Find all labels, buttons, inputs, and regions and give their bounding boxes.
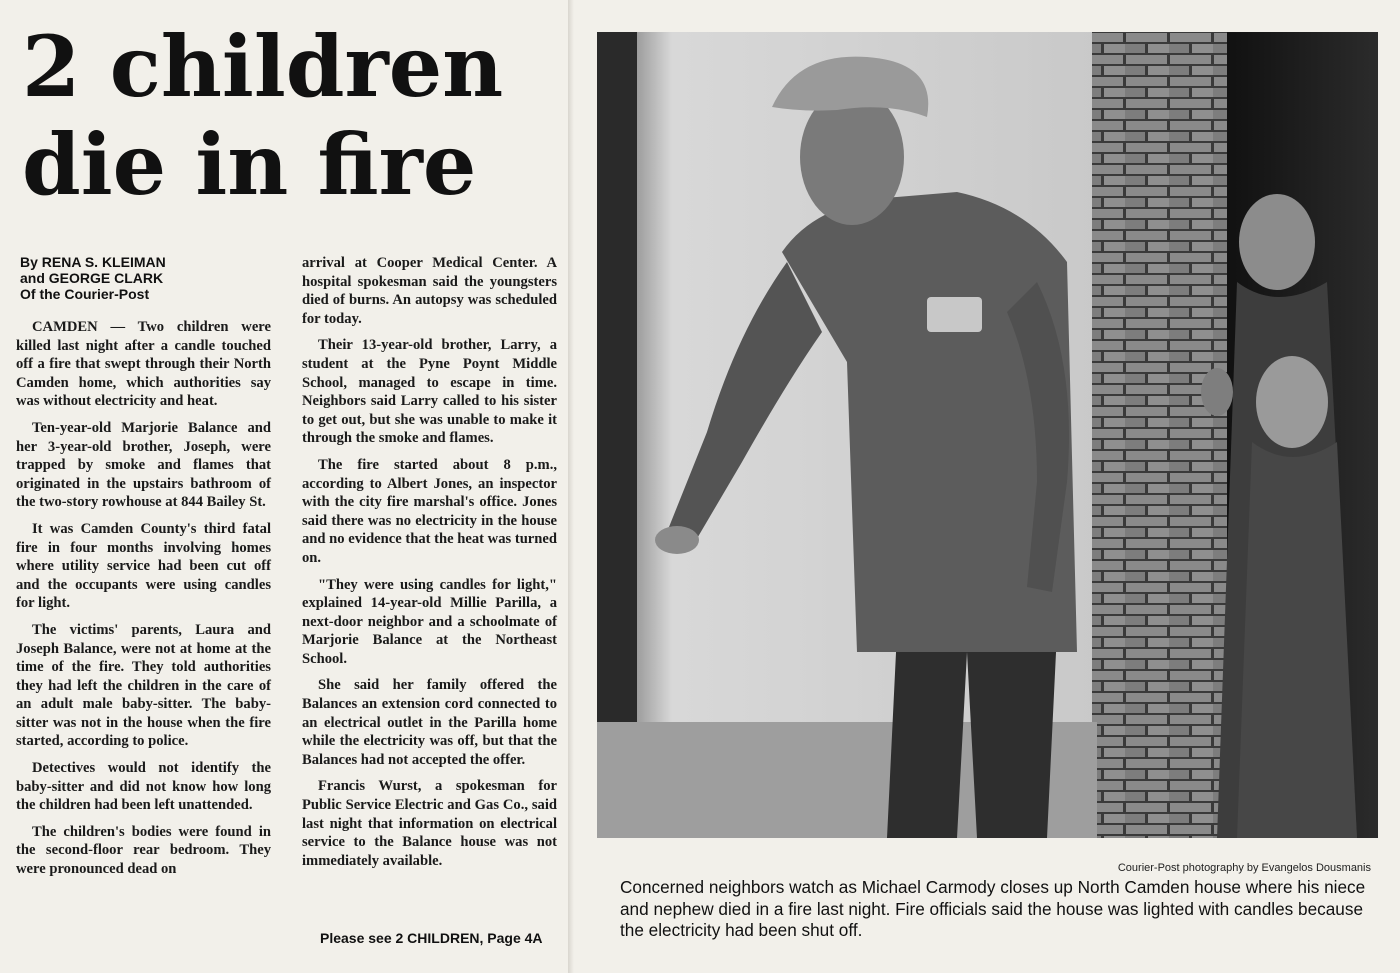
- article-column-2: [302, 254, 557, 878]
- paragraph: The fire started about 8 p.m., according to Albert Jones, an inspector with the city fire marshal's office. Jones said there was no electricity in the house and no evidence that the heat was turned on.: [302, 456, 557, 566]
- headline: [22, 18, 562, 214]
- paragraph: Ten-year-old Marjorie Balance and her 3-year-old brother, Joseph, were trapped by smoke and flames that originated in the upstairs bathroom of the two-story rowhouse at 844 Bailey St.: [16, 419, 271, 511]
- paragraph: The victims' parents, Laura and Joseph Balance, were not at home at the time of the fire. They told authorities they had left the children in the care of an adult male baby-sitter. The baby-sitter was not in the house when the fire started, according to police.: [16, 621, 271, 750]
- paragraph: It was Camden County's third fatal fire in four months involving homes where utility service had been cut off and the occupants were using candles for light.: [16, 520, 271, 612]
- paragraph: Detectives would not identify the baby-sitter and did not know how long the children had been left unattended.: [16, 760, 271, 814]
- paragraph: CAMDEN — Two children were killed last night after a candle touched off a fire that swept through their North Camden home, which authorities say was without electricity and heat.: [16, 319, 271, 410]
- photo-illustration: [597, 32, 1378, 838]
- paragraph: Their 13-year-old brother, Larry, a student at the Pyne Poynt Middle School, managed to escape in time. Neighbors said Larry called to his sister to get out, but she was unable to make it through the smoke and flames.: [302, 337, 557, 447]
- byline-author-2: and GEORGE CLARK: [20, 270, 164, 286]
- photo-credit: Courier-Post photography by Evangelos Dousmanis: [1117, 862, 1371, 874]
- byline-author-1: By RENA S. KLEIMAN: [20, 254, 166, 270]
- photo-caption: Concerned neighbors watch as Michael Carmody closes up North Camden house where his niece and nephew died in a fire last night. Fire officials said the house was lighted with candles because the electricity had been shut off.: [620, 877, 1366, 940]
- paragraph: "They were using candles for light," explained 14-year-old Millie Parilla, a next-door neighbor and a schoolmate of Marjorie Balance at the Northeast School.: [302, 576, 557, 667]
- page-gutter: [568, 0, 574, 973]
- paragraph: She said her family offered the Balances an extension cord connected to an electrical outlet in the Parilla home while the electricity was off, but that the Balances had not accepted the offer.: [302, 677, 557, 768]
- byline-affiliation: Of the Courier-Post: [20, 286, 150, 302]
- headline-line-2: die in fire: [22, 115, 477, 214]
- paragraph: Francis Wurst, a spokesman for Public Service Electric and Gas Co., said last night that information on electrical service to the Balance house was not immediately available.: [302, 778, 557, 869]
- byline: [20, 254, 290, 302]
- paragraph: arrival at Cooper Medical Center. A hospital spokesman said the youngsters died of burns. An autopsy was scheduled for today.: [302, 255, 557, 327]
- headline-line-1: 2 children: [22, 17, 504, 116]
- paragraph: The children's bodies were found in the second-floor rear bedroom. They were pronounced dead on: [16, 823, 271, 878]
- news-photo: [597, 32, 1378, 838]
- article-column-1: [16, 318, 271, 887]
- jump-line: Please see 2 CHILDREN, Page 4A: [320, 930, 543, 946]
